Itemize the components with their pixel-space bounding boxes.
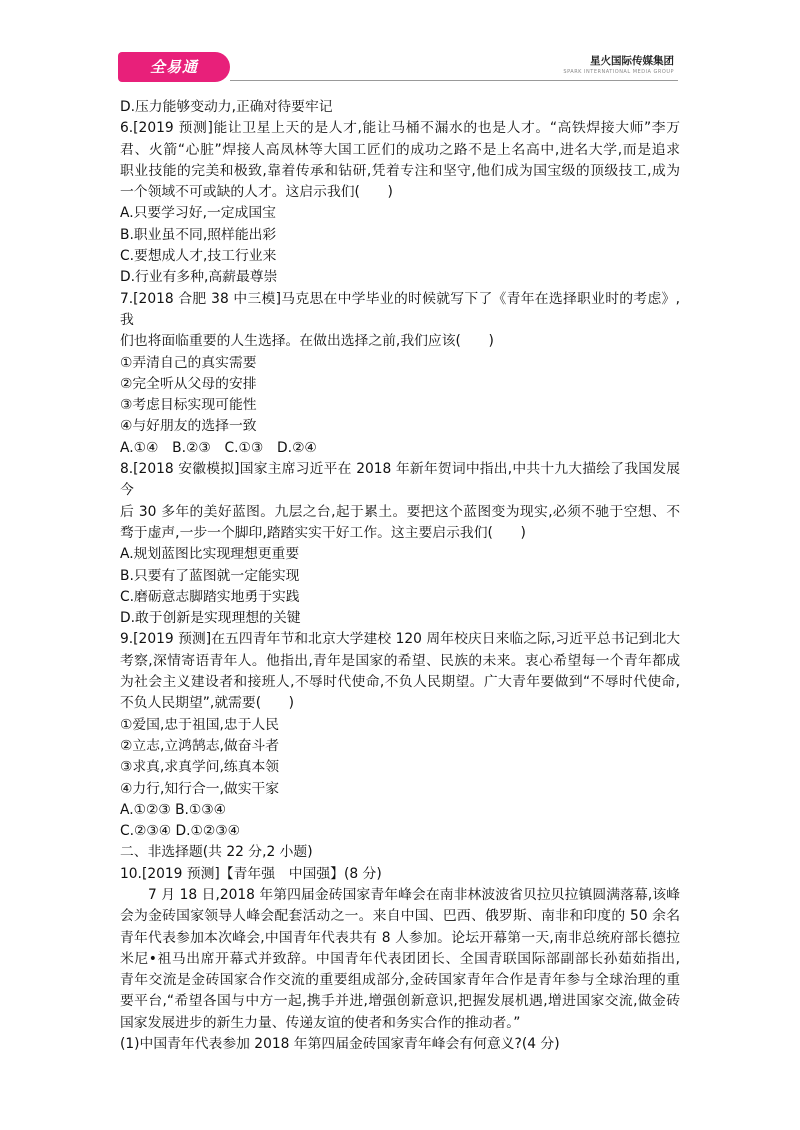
option-line: D.敢于创新是实现理想的关键: [120, 610, 301, 627]
publisher-subtitle: SPARK INTERNATIONAL MEDIA GROUP: [563, 69, 674, 75]
text-line: 为社会主义建设者和接班人,不辱时代使命,不负人民期望。广大青年要做到“不辱时代使命,: [120, 674, 680, 691]
text-line: 职业技能的完美和极致,靠着传承和钻研,凭着专注和坚守,他们成为国宝级的顶级技工,成为: [120, 162, 680, 179]
answer-choices: C.②③④ D.①②③④: [120, 823, 240, 840]
passage-line: 米尼•祖马出席开幕式并致辞。中国青年代表团团长、全国青联国际部副部长孙茹茹指出,: [120, 950, 680, 967]
question-8-line: 8.[2018 安徽模拟]国家主席习近平在 2018 年新年贺词中指出,中共十九大描绘了我国发展今: [120, 461, 680, 499]
option-line: A.规划蓝图比实现理想更重要: [120, 546, 300, 563]
text-line: 考察,深情寄语青年人。他指出,青年是国家的希望、民族的未来。衷心希望每一个青年都成: [120, 652, 680, 669]
question-10-title: 10.[2019 预测]【青年强 中国强】(8 分): [120, 865, 382, 882]
text-line: 骛于虚声,一步一个脚印,踏踏实实干好工作。这主要启示我们( ): [120, 524, 526, 541]
text-line: D.压力能够变动力,正确对待要牢记: [120, 99, 333, 115]
passage-line: 国家发展进步的新生力量、传递友谊的使者和务实合作的推动者。”: [120, 1014, 521, 1031]
option-line: C.磨砺意志脚踏实地勇于实践: [120, 588, 300, 605]
passage-line: 青年交流是金砖国家合作交流的重要组成部分,金砖国家青年合作是青年参与全球治理的重: [120, 972, 680, 989]
question-7-line: 7.[2018 合肥 38 中三模]马克思在中学毕业的时候就写下了《青年在选择职业时的考虑》,我: [120, 290, 680, 328]
passage-line: 青年代表参加本次峰会,中国青年代表共有 8 人参加。论坛开幕第一天,南非总统府部长德拉: [120, 929, 680, 946]
option-line: C.要想成人才,技工行业来: [120, 248, 277, 265]
header-divider: [230, 80, 678, 81]
option-line: ②完全听从父母的安排: [120, 375, 257, 392]
option-line: ①弄清自己的真实需要: [120, 354, 257, 371]
text-line: 后 30 多年的美好蓝图。九层之台,起于累土。要把这个蓝图变为现实,必须不驰于空想、不: [120, 503, 680, 520]
option-line: ④力行,知行合一,做实干家: [120, 780, 280, 797]
option-line: A.只要学习好,一定成国宝: [120, 205, 276, 222]
option-line: ④与好朋友的选择一致: [120, 418, 257, 435]
document-body: [120, 97, 680, 1055]
passage-line: 会为金砖国家领导人峰会配套活动之一。来自中国、巴西、俄罗斯、南非和印度的 50 余名: [120, 908, 680, 925]
passage-line: 要平台,“希望各国与中方一起,携手并进,增强创新意识,把握发展机遇,增进国家交流,做金砖: [120, 993, 680, 1010]
option-line: ②立志,立鸿鹄志,做奋斗者: [120, 737, 280, 754]
text-line: 君、火箭“心脏”焊接人高凤林等大国工匠们的成功之路不是上名高中,进名大学,而是追求: [120, 141, 680, 158]
question-6-line: 6.[2019 预测]能让卫星上天的是人才,能让马桶不漏水的也是人才。“高铁焊接大师”李万: [120, 120, 680, 137]
publisher-name: 星火国际传媒集团: [590, 55, 674, 67]
section-heading: 二、非选择题(共 22 分,2 小题): [120, 844, 313, 861]
option-line: ③求真,求真学问,练真本领: [120, 759, 280, 776]
option-line: ①爱国,忠于祖国,忠于人民: [120, 716, 280, 733]
option-line: D.行业有多种,高薪最尊崇: [120, 269, 278, 286]
sub-question: (1)中国青年代表参加 2018 年第四届金砖国家青年峰会有何意义?(4 分): [120, 1036, 560, 1053]
question-9-line: 9.[2019 预测]在五四青年节和北京大学建校 120 周年校庆日来临之际,习近平总书记到北大: [120, 631, 680, 648]
answer-choices: A.①④ B.②③ C.①③ D.②④: [120, 439, 317, 456]
publisher-brand: [563, 54, 674, 76]
answer-choices: A.①②③ B.①③④: [120, 801, 227, 818]
option-line: B.只要有了蓝图就一定能实现: [120, 567, 300, 584]
text-line: 一个领域不可或缺的人才。这启示我们( ): [120, 184, 393, 201]
text-line: 们也将面临重要的人生选择。在做出选择之前,我们应该( ): [120, 333, 494, 350]
quanyitong-logo: 全易通: [118, 52, 230, 82]
page-header: [118, 52, 678, 82]
text-line: 不负人民期望”,就需要( ): [120, 695, 295, 712]
option-line: B.职业虽不同,照样能出彩: [120, 226, 277, 243]
option-line: ③考虑目标实现可能性: [120, 397, 257, 414]
passage-line: 7 月 18 日,2018 年第四届金砖国家青年峰会在南非林波波省贝拉贝拉镇圆满落幕,该峰: [148, 886, 680, 903]
